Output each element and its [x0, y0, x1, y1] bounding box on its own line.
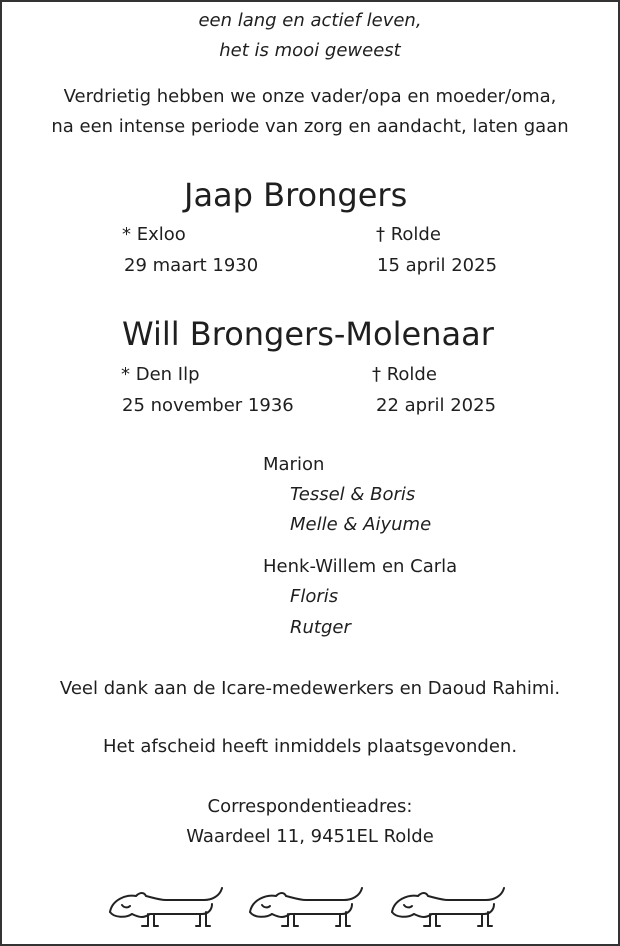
grandchild-name: Tessel & Boris — [290, 484, 416, 505]
person1-death-date: 15 april 2025 — [377, 255, 498, 276]
motto-line-1: een lang en actief leven, — [198, 10, 422, 31]
grandchild-name: Floris — [290, 586, 339, 607]
person2-death-place: † Rolde — [372, 364, 437, 385]
grandchild-name: Rutger — [290, 617, 351, 638]
dachshund-drawing — [392, 888, 504, 926]
family-member-name: Henk-Willem en Carla — [263, 556, 458, 577]
person1-name: Jaap Brongers — [184, 176, 408, 214]
dachshund-drawing — [110, 888, 222, 926]
person2-birth-date: 25 november 1936 — [122, 395, 294, 416]
person2-name: Will Brongers-Molenaar — [122, 315, 494, 353]
person1-birth-date: 29 maart 1930 — [124, 255, 259, 276]
dachshund-drawings — [102, 878, 522, 938]
motto-line-2: het is mooi geweest — [219, 40, 401, 61]
grandchild-name: Melle & Aiyume — [290, 514, 432, 535]
person1-birth-place: * Exloo — [122, 224, 186, 245]
family-member-name: Marion — [263, 454, 325, 475]
person2-birth-place: * Den Ilp — [121, 364, 200, 385]
person2-death-date: 22 april 2025 — [376, 395, 497, 416]
correspondence-label: Correspondentieadres: — [207, 796, 413, 817]
farewell-text: Het afscheid heeft inmiddels plaatsgevonden. — [102, 736, 518, 757]
intro-line-2: na een intense periode van zorg en aandacht, laten gaan — [51, 116, 569, 137]
intro-line-1: Verdrietig hebben we onze vader/opa en moeder/oma, — [63, 86, 557, 107]
thanks-text: Veel dank aan de Icare-medewerkers en Daoud Rahimi. — [59, 678, 561, 699]
correspondence-address: Waardeel 11, 9451EL Rolde — [186, 826, 434, 847]
person1-death-place: † Rolde — [376, 224, 441, 245]
dachshund-drawing — [250, 888, 362, 926]
